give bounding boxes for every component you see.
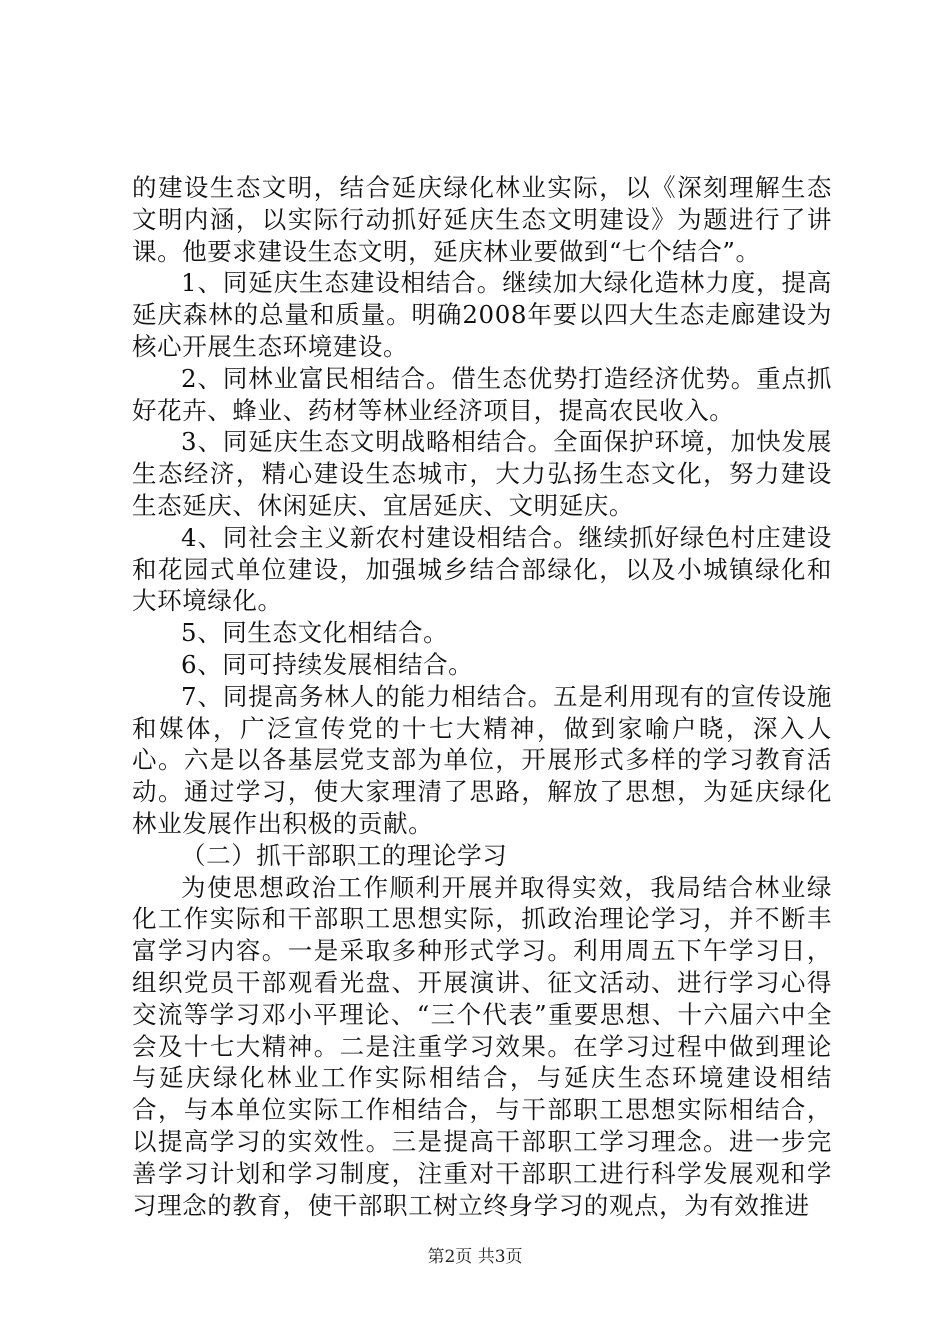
paragraph-9: 为使思想政治工作顺利开展并取得实效，我局结合林业绿化工作实际和干部职工思想实际，抓政治理论学习，并不断丰富学习内容。一是采取多种形式学习。利用周五下午学习日，组织党员干部观看光盘、开展演讲、征文活动、进行学习心得交流等学习邓小平理论、“三个代表”重要思想、十六届六中全会及十七大精神。二是注重学习效果。在学习过程中做到理论与延庆绿化林业工作实际相结合，与延庆生态环境建设相结合，与本单位实际工作相结合，与干部职工思想实际相结合，以提高学习的实效性。三是提高干部职工学习理念。进一步完善学习计划和学习制度，注重对干部职工进行科学发展观和学习理念的教育，使干部职工树立终身学习的观点，为有效推进	[132, 872, 832, 1220]
paragraph-1: 1、同延庆生态建设相结合。继续加大绿化造林力度，提高延庆森林的总量和质量。明确2008年要以四大生态走廊建设为核心开展生态环境建设。	[132, 268, 832, 361]
paragraph-3: 3、同延庆生态文明战略相结合。全面保护环境，加快发展生态经济，精心建设生态城市，大力弘扬生态文化，努力建设生态延庆、休闲延庆、宜居延庆、文明延庆。	[132, 427, 832, 520]
section-heading: （二）抓干部职工的理论学习	[181, 840, 508, 870]
page-footer: 第2页 共3页	[427, 1247, 523, 1267]
paragraph-2: 2、同林业富民相结合。借生态优势打造经济优势。重点抓好花卉、蜂业、药材等林业经济项目，提高农民收入。	[132, 363, 832, 425]
paragraph-0: 的建设生态文明，结合延庆绿化林业实际，以《深刻理解生态文明内涵，以实际行动抓好延庆生态文明建设》为题进行了讲课。他要求建设生态文明，延庆林业要做到“七个结合”。	[132, 173, 832, 266]
paragraph-6: 6、同可持续发展相结合。	[181, 649, 474, 679]
paragraph-5: 5、同生态文化相结合。	[181, 618, 449, 648]
document-body	[132, 172, 832, 1221]
paragraph-4: 4、同社会主义新农村建设相结合。继续抓好绿色村庄建设和花园式单位建设，加强城乡结合部绿化，以及小城镇绿化和大环境绿化。	[132, 522, 832, 616]
paragraph-7: 7、同提高务林人的能力相结合。五是利用现有的宣传设施和媒体，广泛宣传党的十七大精神，做到家喻户晓，深入人心。六是以各基层党支部为单位，开展形式多样的学习教育活动。通过学习，使大家理清了思路，解放了思想，为延庆绿化林业发展作出积极的贡献。	[132, 681, 832, 838]
